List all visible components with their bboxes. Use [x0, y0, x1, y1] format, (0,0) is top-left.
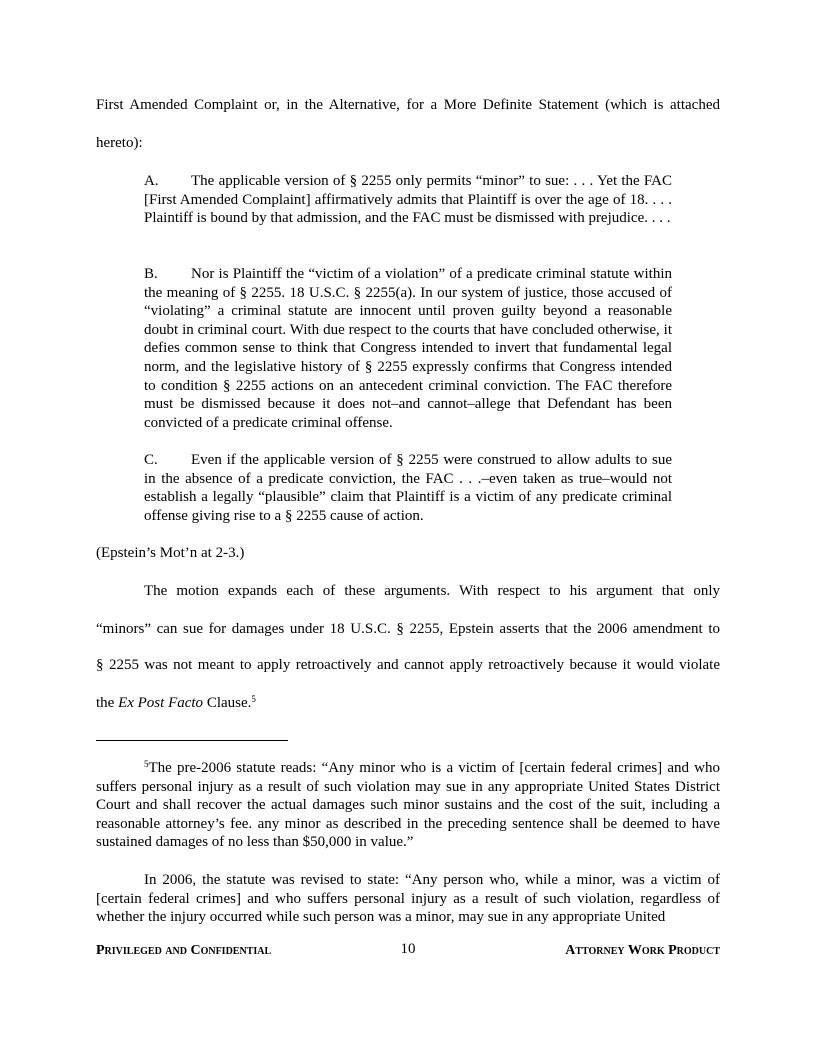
footnote-number: 5	[144, 759, 149, 769]
footnote-divider	[96, 740, 288, 741]
body-text-line	[96, 694, 720, 713]
italic-text: Ex Post Facto	[118, 695, 204, 711]
quote-text: Nor is Plaintiff the “victim of a violation” of a predicate criminal statute within the meaning of § 2255. 18 U.S.C. § 2255(a). In our system of justice, those accused of “violating” a criminal statute are innocent until proven guilty beyond a reasonable doubt in criminal court. With due respect to the courts that have concluded otherwise, it defies common sense to think that Congress intended to invert that fundamental legal norm, and the legislative history of § 2255 expressly confirms that Congress intended to condition § 2255 actions on an antecedent criminal conviction. The FAC therefore must be dismissed because it does not–and cannot–allege that Defendant has been convicted of a predicate criminal offense.	[144, 266, 672, 431]
body-text-line: The motion expands each of these arguments. With respect to his argument that only	[144, 583, 720, 599]
quote-text: Even if the applicable version of § 2255 were construed to allow adults to sue in the absence of a predicate conviction, the FAC . . .–even taken as true–would not establish a legally “plausible” claim that Plaintiff is a victim of any predicate criminal offense giving rise to a § 2255 cause of action.	[144, 452, 672, 524]
body-text-line: § 2255 was not meant to apply retroactively and cannot apply retroactively because it would violate	[96, 657, 720, 673]
footnote-5	[96, 759, 720, 852]
citation: (Epstein’s Mot’n at 2-3.)	[96, 545, 245, 561]
footnote-continuation	[96, 871, 720, 927]
body-text-line: hereto):	[96, 135, 143, 151]
quote-label: B.	[144, 266, 158, 282]
page-number: 10	[400, 941, 416, 957]
block-quote-a	[144, 172, 672, 228]
block-quote-b	[144, 265, 672, 432]
footer-work-product: Attorney Work Product	[565, 943, 720, 958]
footnote-text: The pre-2006 statute reads: “Any minor who is a victim of [certain federal crimes] and who suffers personal injury as a result of such violation may sue in any appropriate United States District Court and shall recover the actual damages such minor sustains and the cost of the suit, including a reasonable attorney’s fee. any minor as described in the preceding sentence shall be deemed to have sustained damages of no less than $50,000 in value.”	[96, 760, 720, 851]
body-text-line: “minors” can sue for damages under 18 U.S.C. § 2255, Epstein asserts that the 2006 amendment to	[96, 621, 720, 637]
text-run: the	[96, 695, 119, 711]
quote-text: The applicable version of § 2255 only permits “minor” to sue: . . . Yet the FAC [First Amended Complaint] affirmatively admits that Plaintiff is over the age of 18. . . . Plaintiff is bound by that admission, and the FAC must be dismissed with prejudice. . . .	[144, 173, 672, 227]
footnote-reference[interactable]: 5	[251, 694, 256, 704]
quote-label: C.	[144, 452, 158, 468]
text-run: Clause.	[203, 695, 252, 711]
footnote-text: In 2006, the statute was revised to state: “Any person who, while a minor, was a victim of [certain federal crimes] and who suffers personal injury as a result of such violation, regardless of whether the injury occurred while such person was a minor, may sue in any appropriate United	[96, 872, 720, 926]
body-text-line: First Amended Complaint or, in the Alternative, for a More Definite Statement (which is attached	[96, 97, 720, 113]
footer-privileged: Privileged and Confidential	[96, 943, 272, 958]
block-quote-c	[144, 451, 672, 525]
quote-label: A.	[144, 173, 159, 189]
page-footer	[96, 943, 720, 963]
